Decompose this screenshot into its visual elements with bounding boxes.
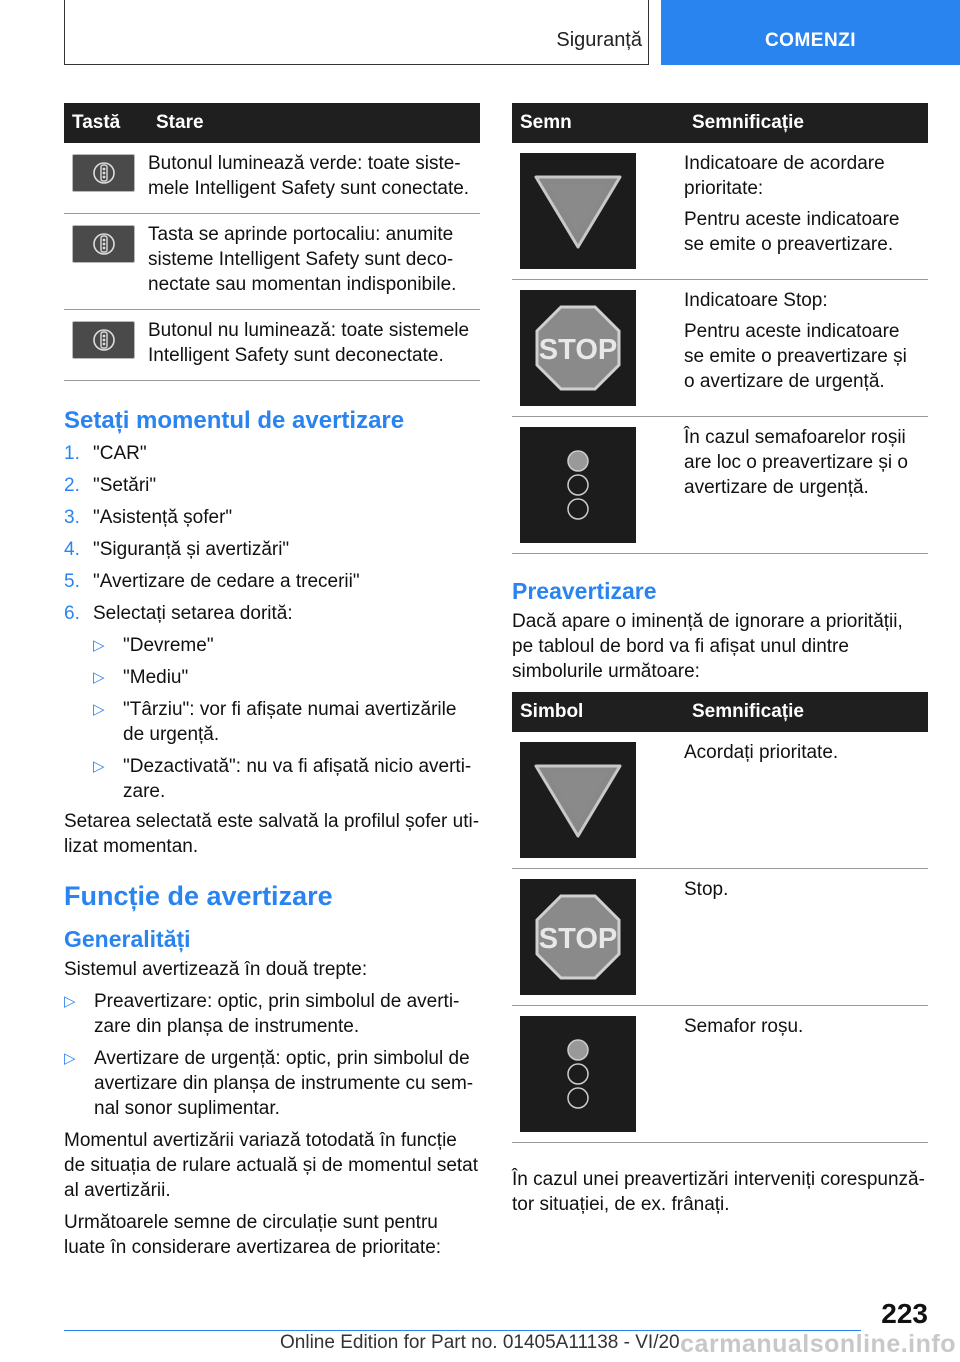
table-row — [512, 869, 928, 1006]
triangle-bullet-icon: ▷ — [93, 758, 105, 775]
stop-sign-label: STOP — [538, 334, 618, 366]
sign-meaning: Indicatoare Stop: Pentru aceste indicatoare se emite o preavertizare și o avertizare de urgență. — [684, 280, 928, 417]
sign-meaning: Indicatoare de acordare prioritate: Pentru aceste indicatoare se emite o preavertizare. — [684, 143, 928, 280]
options-list — [93, 633, 480, 804]
setting-note: Setarea selectată este salvată la profilul șofer uti-lizat momentan. — [64, 811, 480, 857]
symbol-meaning: Acordați prioritate. — [684, 732, 928, 869]
list-item: 4. "Siguranță și avertizări" — [64, 539, 290, 560]
table-row — [512, 732, 928, 869]
col-header-sign: Semn — [512, 103, 684, 143]
triangle-bullet-icon: ▷ — [93, 701, 105, 718]
table-row — [512, 143, 928, 280]
list-item: ▷ "Mediu" — [93, 667, 189, 688]
sign-meaning: În cazul semafoarelor roșii are loc o preavertizare și o avertizare de urgență. — [684, 417, 928, 554]
table-row — [512, 417, 928, 554]
list-item: 3. "Asistență șofer" — [64, 507, 233, 528]
general-subheading: Generalități — [64, 926, 191, 952]
paragraph: Momentul avertizării variază totodată în funcție de situația de rulare actuală și de momentul setat al avertizării. — [64, 1130, 479, 1201]
table-row — [64, 310, 480, 381]
stop-sign-icon — [520, 290, 636, 406]
prewarning-heading: Preavertizare — [512, 578, 657, 604]
key-status-text: Butonul luminează verde: toate siste-mele Intelligent Safety sunt conectate. — [148, 143, 480, 214]
table-row — [512, 1006, 928, 1143]
intelligent-safety-button-icon — [72, 321, 135, 359]
list-item: ▷ Avertizare de urgență: optic, prin simbolul de avertizare din planșa de instrumente cu sem-nal sonor suplimentar. — [64, 1048, 474, 1119]
list-item: 2. "Setări" — [64, 475, 157, 496]
col-header-status: Stare — [148, 103, 480, 143]
symbol-table — [512, 692, 928, 1143]
prewarning-intro: Dacă apare o iminență de ignorare a priorității, pe tabloul de bord va fi afișat unul dintre simbolurile următoare: — [512, 611, 903, 682]
list-item: ▷ "Devreme" — [93, 635, 214, 656]
col-header-symbol: Simbol — [512, 692, 684, 732]
triangle-bullet-icon: ▷ — [93, 669, 105, 686]
intelligent-safety-button-icon — [72, 225, 135, 263]
stop-sign-label: STOP — [538, 923, 618, 955]
section-title: Siguranță — [556, 29, 642, 51]
list-item: 6. Selectați setarea dorită: ▷ "Devreme" ▷ "Mediu" ▷ "Târziu": vor fi afișate numai avertizările de urgență. ▷ "Dezactivată": nu va fi afișată nicio averti-zare. — [64, 601, 480, 804]
list-item: ▷ Preavertizare: optic, prin simbolul de averti-zare din planșa de instrumente. — [64, 991, 460, 1037]
stage-list — [64, 989, 480, 1121]
closing-note: În cazul unei preavertizări interveniți corespunză-tor situației, de ex. frânați. — [512, 1169, 925, 1215]
key-status-table — [64, 103, 480, 381]
sign-table — [512, 103, 928, 554]
traffic-light-icon — [520, 1016, 636, 1132]
intro-text: Sistemul avertizează în două trepte: — [64, 959, 368, 980]
intelligent-safety-button-icon — [72, 154, 135, 192]
col-header-meaning: Semnificație — [684, 692, 928, 732]
list-item: ▷ "Târziu": vor fi afișate numai avertizările de urgență. — [93, 699, 457, 745]
table-row — [512, 280, 928, 417]
col-header-meaning: Semnificație — [684, 103, 928, 143]
right-column — [512, 103, 928, 1224]
steps-list — [64, 441, 480, 804]
page-number: 223 — [881, 1298, 928, 1329]
paragraph: Următoarele semne de circulație sunt pentru luate în considerare avertizarea de prioritate: — [64, 1212, 442, 1258]
warning-time-heading: Setați momentul de avertizare — [64, 407, 405, 434]
left-column — [64, 103, 480, 1267]
triangle-bullet-icon: ▷ — [93, 637, 105, 654]
table-row — [64, 143, 480, 214]
list-item: 1. "CAR" — [64, 443, 147, 464]
warning-function-heading: Funcție de avertizare — [64, 881, 333, 911]
edition-text: Online Edition for Part no. 01405A11138 - VI/20 — [280, 1332, 680, 1353]
key-status-text: Tasta se aprinde portocaliu: anumite sisteme Intelligent Safety sunt deco-nectate sau momentan indisponibile. — [148, 214, 480, 310]
col-header-key: Tastă — [64, 103, 148, 143]
stop-sign-icon — [520, 879, 636, 995]
triangle-bullet-icon: ▷ — [64, 1050, 76, 1067]
chapter-tab[interactable]: COMENZI — [661, 0, 960, 65]
key-status-text: Butonul nu luminează: toate sistemele Intelligent Safety sunt deconectate. — [148, 310, 480, 381]
list-item: 5. "Avertizare de cedare a trecerii" — [64, 571, 360, 592]
list-item: ▷ "Dezactivată": nu va fi afișată nicio averti-zare. — [93, 756, 472, 802]
table-row — [64, 214, 480, 310]
watermark: carmanualsonline.info — [680, 1330, 956, 1358]
yield-sign-icon — [520, 742, 636, 858]
triangle-bullet-icon: ▷ — [64, 993, 76, 1010]
symbol-meaning: Semafor roșu. — [684, 1006, 928, 1143]
yield-sign-icon — [520, 153, 636, 269]
symbol-meaning: Stop. — [684, 869, 928, 1006]
traffic-light-icon — [520, 427, 636, 543]
